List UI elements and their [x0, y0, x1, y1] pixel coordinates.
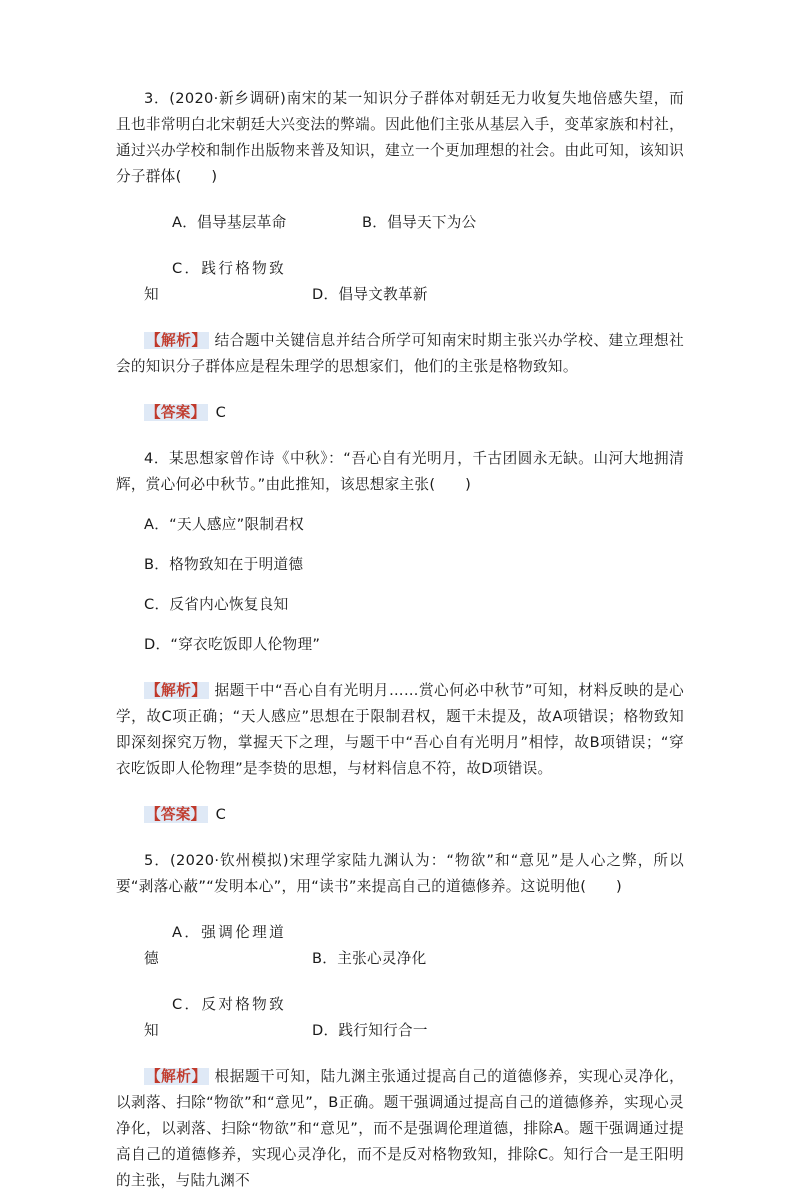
question-5-stem: 5．(2020·钦州模拟)宋理学家陆九渊认为：“物欲”和“意见”是人心之弊，所以要“剥落心蔽”“发明本心”，用“读书”来提高自己的道德修养。这说明他( ) [116, 852, 684, 895]
answer-tag: 【答案】 [146, 806, 206, 823]
question-3-option-d: D．倡导文教革新 [312, 286, 428, 303]
question-5-options-ab [116, 920, 684, 972]
question-4-option-a: A．“天人感应”限制君权 [144, 516, 305, 533]
document-page [116, 86, 684, 1194]
question-3-option-c: C．践行格物致知 [144, 260, 284, 303]
question-5-analysis [116, 1064, 684, 1194]
answer-tag: 【答案】 [146, 404, 206, 421]
question-5-option-d: D．践行知行合一 [312, 1022, 428, 1039]
analysis-tag: 【解析】 [146, 332, 207, 349]
question-5-option-c: C．反对格物致知 [144, 996, 284, 1039]
question-5-option-b: B．主张心灵净化 [312, 950, 427, 967]
question-3-options-ab [116, 210, 684, 236]
question-3-analysis [116, 328, 684, 380]
question-3-option-a: A．倡导基层革命 [172, 214, 287, 231]
analysis-tag: 【解析】 [146, 1068, 207, 1085]
question-4-analysis [116, 678, 684, 782]
answer-value: C [215, 404, 227, 421]
question-4-option-c: C．反省内心恢复良知 [144, 596, 289, 613]
analysis-text: 据题干中“吾心自有光明月……赏心何必中秋节”可知，材料反映的是心学，故C项正确；“天人感应”思想在于限制君权，题干未提及，故A项错误；格物致知即深刻探究万物，掌握天下之理，与题干中“吾心自有光明月”相悖，故B项错误；“穿衣吃饭即人伦物理”是李贽的思想，与材料信息不符，故D项错误。 [116, 682, 684, 777]
question-5-options-cd [116, 992, 684, 1044]
question-3-option-b: B．倡导天下为公 [362, 214, 477, 231]
question-3-options-cd [116, 256, 684, 308]
answer-value: C [215, 806, 227, 823]
question-3-stem: 3．(2020·新乡调研)南宋的某一知识分子群体对朝廷无力收复失地倍感失望，而且也非常明白北宋朝廷大兴变法的弊端。因此他们主张从基层入手，变革家族和村社，通过兴办学校和制作出版物来普及知识，建立一个更加理想的社会。由此可知，该知识分子群体( ) [116, 90, 684, 185]
analysis-tag: 【解析】 [146, 682, 207, 699]
question-4-option-d: D．“穿衣吃饭即人伦物理” [144, 636, 321, 653]
question-4-option-b: B．格物致知在于明道德 [144, 556, 304, 573]
question-4-stem: 4．某思想家曾作诗《中秋》：“吾心自有光明月，千古团圆永无缺。山河大地拥清辉，赏心何必中秋节。”由此推知，该思想家主张( ) [116, 450, 684, 493]
analysis-text: 根据题干可知，陆九渊主张通过提高自己的道德修养，实现心灵净化，以剥落、扫除“物欲”和“意见”，B正确。题干强调通过提高自己的道德修养，实现心灵净化，以剥落、扫除“物欲”和“意见”，而不是强调伦理道德，排除A。题干强调通过提高自己的道德修养，实现心灵净化，而不是反对格物致知，排除C。知行合一是王阳明的主张，与陆九渊不 [116, 1068, 684, 1189]
question-3-answer [116, 400, 684, 426]
question-4-answer [116, 802, 684, 828]
analysis-text: 结合题中关键信息并结合所学可知南宋时期主张兴办学校、建立理想社会的知识分子群体应是程朱理学的思想家们，他们的主张是格物致知。 [116, 332, 684, 375]
question-5-option-a: A．强调伦理道德 [144, 924, 284, 967]
